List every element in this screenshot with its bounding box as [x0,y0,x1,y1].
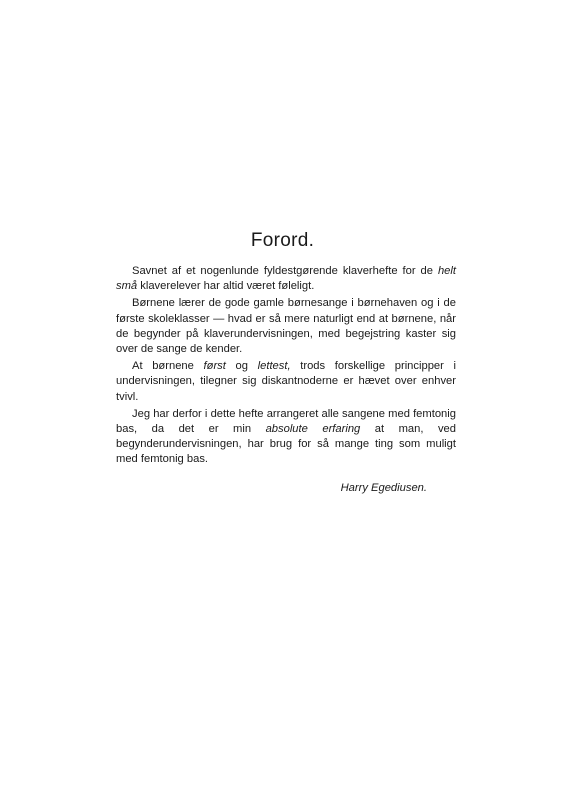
paragraph-4-text-a: Jeg har derfor i dette hefte arrangeret alle sangene med femtonig bas, da det er min [116,407,456,436]
paragraph-3-emphasis-2: lettest, [257,360,291,373]
paragraph-4 [116,407,456,468]
page-title: Forord. [250,230,315,251]
paragraph-4-text-b: at man, ved begynderundervisningen, har brug for så mange ting som muligt med femtonig bas. [116,423,456,466]
paragraph-3 [116,359,456,405]
signature: Harry Egediusen. [340,482,427,494]
paragraph-1-emphasis: helt små [116,265,456,293]
paragraph-2: Børnene lærer de gode gamle børnesange i børnehaven og i de første skoleklasser — hvad er så mere naturligt end at børnene, når de begynder på klaverundervisningen, med begejstring kaster sig over de sange de kender. [116,297,456,356]
paragraph-1 [116,264,456,294]
preface-body [116,264,456,470]
paragraph-4-emphasis: absolute erfaring [265,423,361,436]
paragraph-3-text-c: trods forskellige principper i undervisningen, tilegner sig diskantnoderne er hævet over enhver tvivl. [116,360,456,403]
paragraph-1-text-a: Savnet af et nogenlunde fyldestgørende klaverhefte for de [132,265,438,277]
paragraph-3-text-a: At børnene [132,360,204,373]
paragraph-1-text-b: klaverelever har altid været føleligt. [137,280,315,293]
paragraph-3-text-b: og [225,360,258,373]
paragraph-3-emphasis-1: først [203,360,226,373]
